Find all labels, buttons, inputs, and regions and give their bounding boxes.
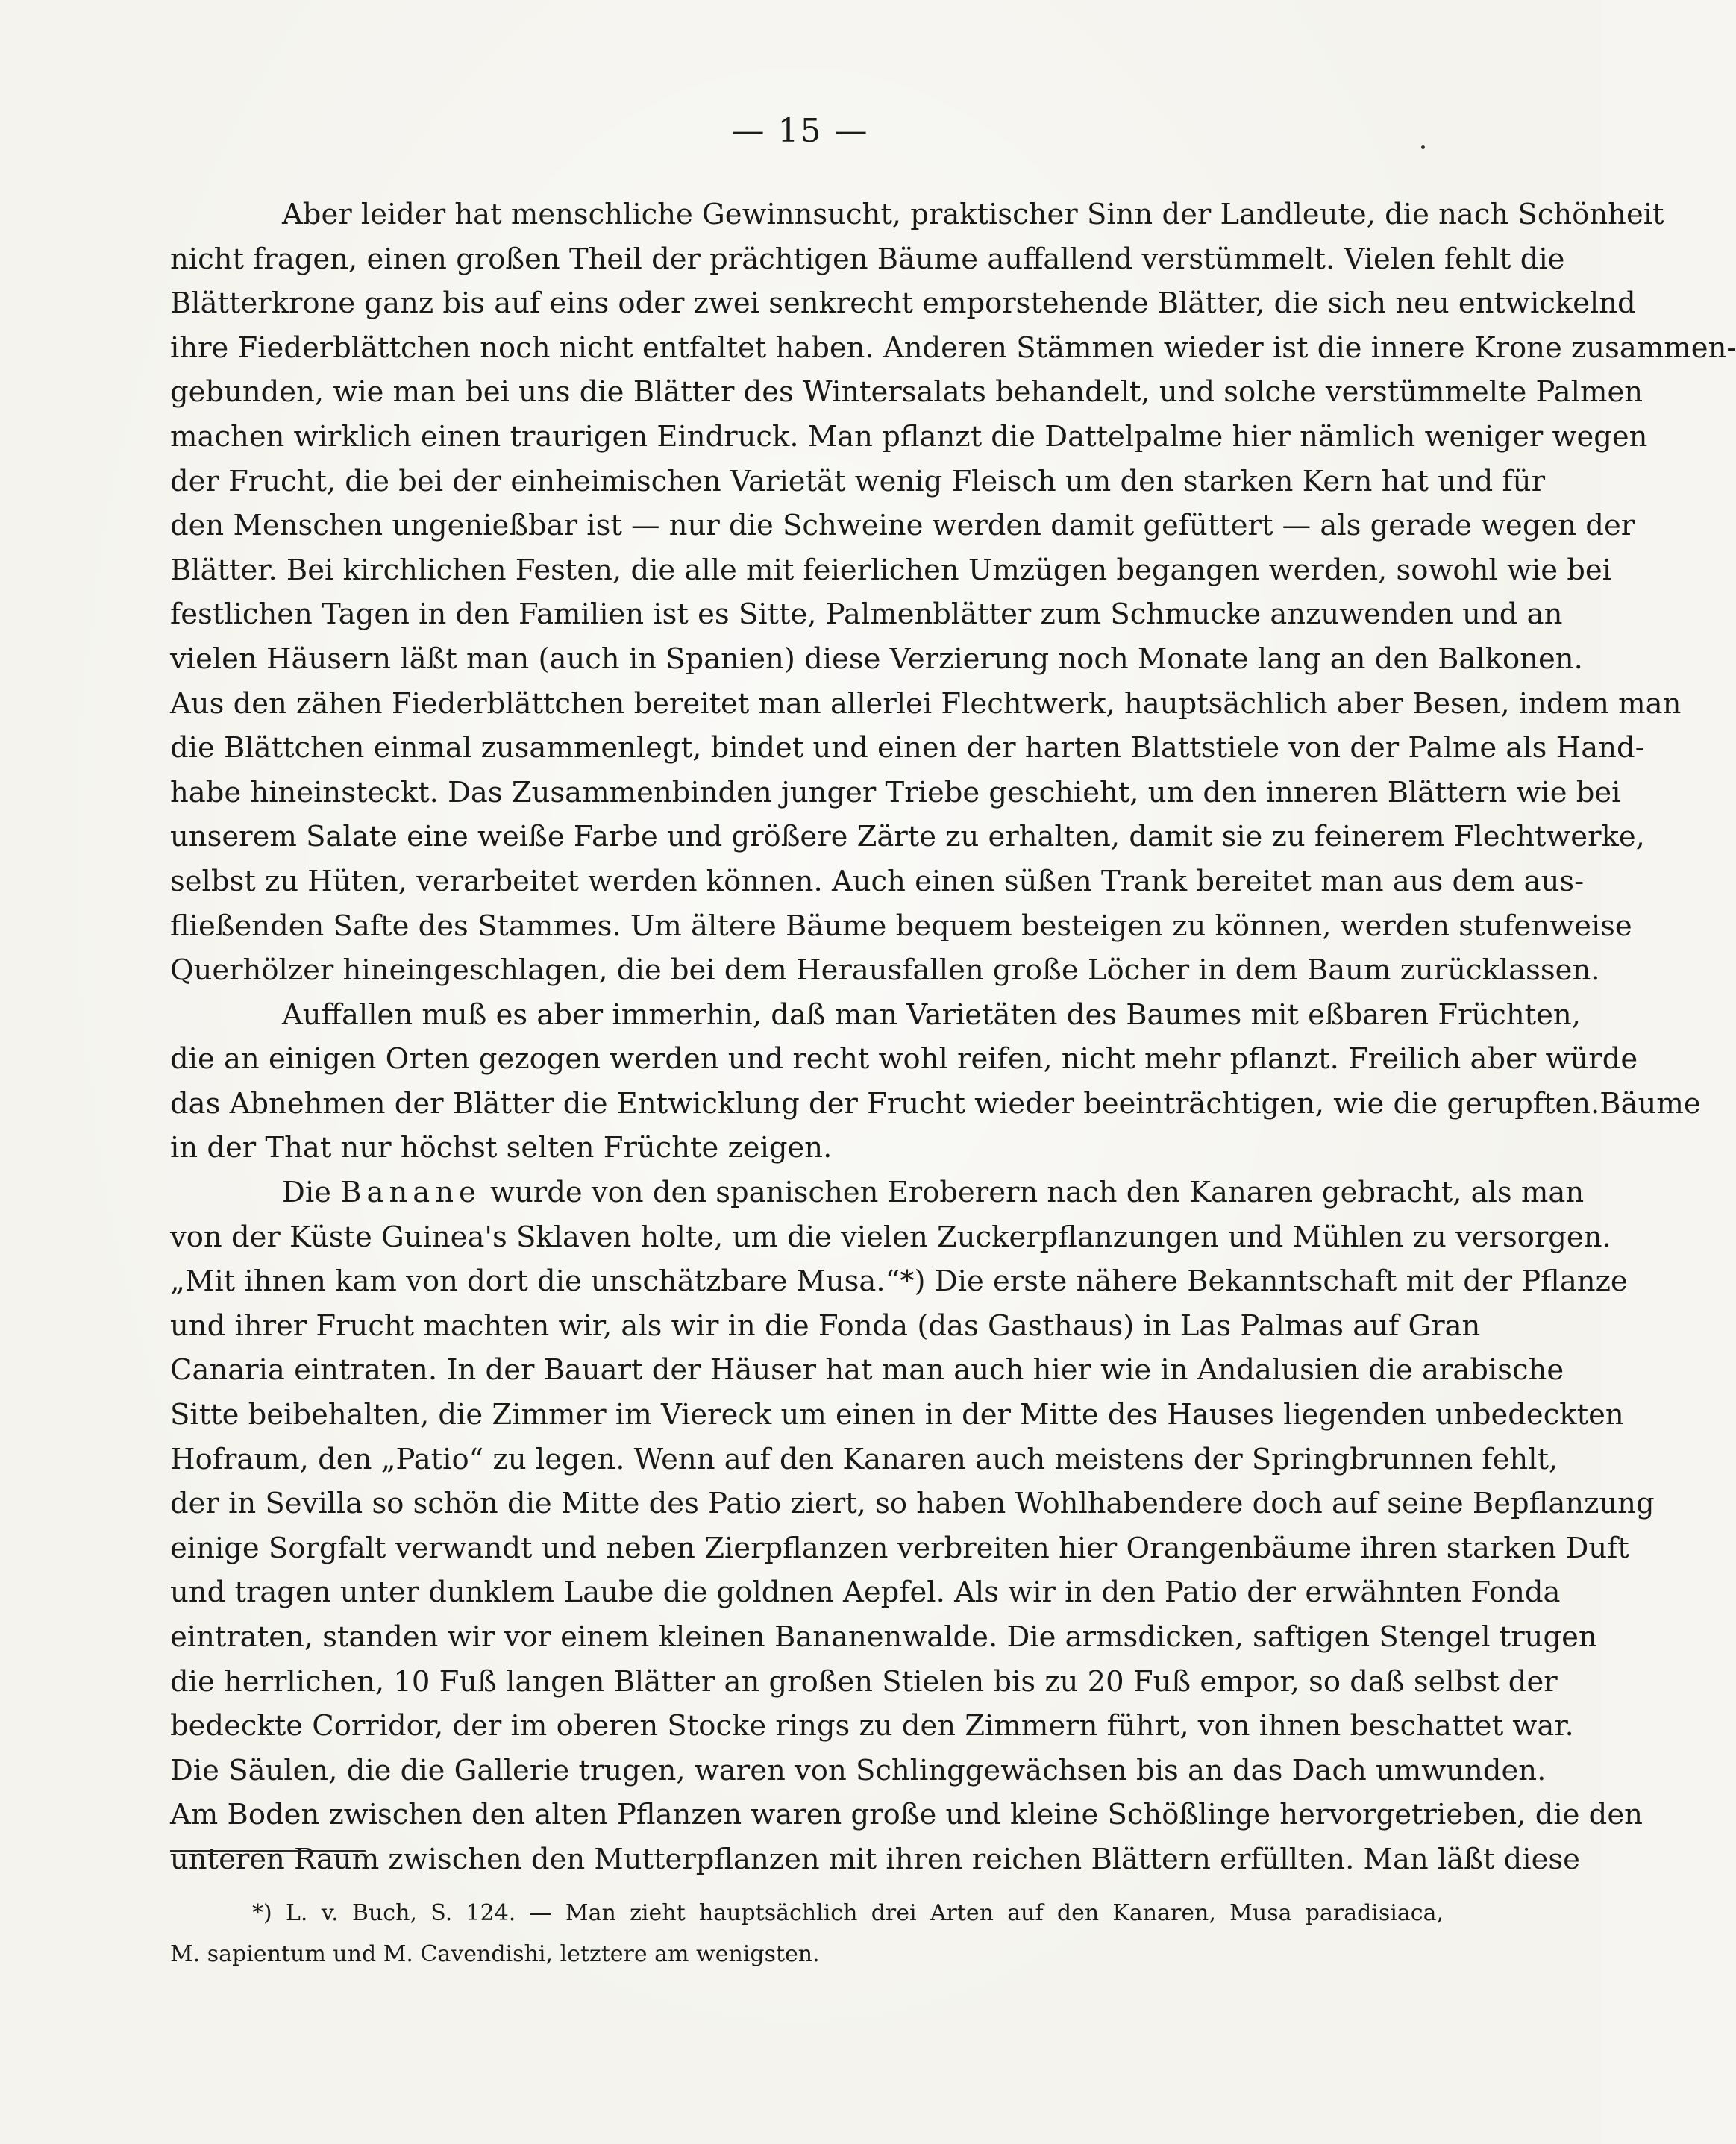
text-line: ihre Fiederblättchen noch nicht entfaltet haben. Anderen Stämmen wieder ist die innere Krone zusammen- <box>170 330 1736 365</box>
paragraph-date-palm-usage <box>170 192 1736 993</box>
text-line: die Blättchen einmal zusammenlegt, bindet und einen der harten Blattstiele von der Palme als Hand- <box>170 731 1645 765</box>
main-text <box>170 192 1736 1882</box>
text-line: die an einigen Orten gezogen werden und recht wohl reifen, nicht mehr pflanzt. Freilich aber würde <box>170 1042 1638 1076</box>
text-line: und tragen unter dunklem Laube die goldnen Aepfel. Als wir in den Patio der erwähnten Fonda <box>170 1576 1561 1610</box>
text-line: Auffallen muß es aber immerhin, daß man Varietäten des Baumes mit eßbaren Früchten, <box>282 997 1581 1032</box>
text-line: eintraten, standen wir vor einem kleinen Bananenwalde. Die armsdicken, saftigen Stengel trugen <box>170 1620 1597 1654</box>
text-line: Aber leider hat menschliche Gewinnsucht, praktischer Sinn der Landleute, die nach Schönheit <box>282 198 1664 231</box>
text-line: Canaria eintraten. In der Bauart der Häuser hat man auch hier wie in Andalusien die arabische <box>170 1353 1564 1388</box>
text-line: Querhölzer hineingeschlagen, die bei dem Herausfallen große Löcher in dem Baum zurücklassen. <box>170 953 1600 988</box>
first-line-rest: wurde von den spanischen Eroberern nach den Kanaren gebracht, als man <box>490 1176 1585 1210</box>
text-line: habe hineinsteckt. Das Zusammenbinden junger Triebe geschieht, um den inneren Blättern wie bei <box>170 775 1621 809</box>
text-line: machen wirklich einen traurigen Eindruck. Man pflanzt die Dattelpalme hier nämlich weniger wegen <box>170 419 1648 454</box>
text-line: Am Boden zwischen den alten Pflanzen waren große und kleine Schößlinge hervorgetrieben, die den <box>170 1798 1643 1832</box>
text-line: Sitte beibehalten, die Zimmer im Viereck um einen in der Mitte des Hauses liegenden unbedeckten <box>170 1398 1624 1432</box>
text-line: Blätter. Bei kirchlichen Festen, die alle mit feierlichen Umzügen begangen werden, sowohl wie bei <box>170 553 1611 587</box>
text-line <box>170 1170 1585 1215</box>
page-number: — 15 — <box>731 112 869 150</box>
text-line: das Abnehmen der Blätter die Entwicklung der Frucht wieder beeinträchtigen, wie die gerupften.Bäume <box>170 1086 1701 1120</box>
footnote-line: *) L. v. Buch, S. 124. — Man zieht hauptsächlich drei Arten auf den Kanaren, Musa paradisiaca, <box>252 1900 1444 1926</box>
text-line: den Menschen ungenießbar ist — nur die Schweine werden damit gefüttert — als gerade wegen der <box>170 509 1635 543</box>
text-line: der in Sevilla so schön die Mitte des Patio ziert, so haben Wohlhabendere doch auf seine Bepflanzung <box>170 1487 1655 1521</box>
text-line: die herrlichen, 10 Fuß langen Blätter an großen Stielen bis zu 20 Fuß empor, so daß selbst der <box>170 1664 1558 1699</box>
text-line: bedeckte Corridor, der im oberen Stocke rings zu den Zimmern führt, von ihnen beschattet war. <box>170 1709 1574 1743</box>
text-line: festlichen Tagen in den Familien ist es Sitte, Palmenblätter zum Schmucke anzuwenden und an <box>170 598 1563 632</box>
text-line: gebunden, wie man bei uns die Blätter des Wintersalats behandelt, und solche verstümmelte Palmen <box>170 375 1643 410</box>
print-speck <box>1421 145 1425 149</box>
text-line: Blätterkrone ganz bis auf eins oder zwei senkrecht emporstehende Blätter, die sich neu entwickelnd <box>170 286 1636 321</box>
text-line: in der That nur höchst selten Früchte zeigen. <box>170 1131 833 1165</box>
text-line: „Mit ihnen kam von dort die unschätzbare Musa.“*) Die erste nähere Bekanntschaft mit der Pflanze <box>170 1264 1628 1299</box>
paragraph-first-word: Die <box>282 1176 331 1210</box>
footnote-line: M. sapientum und M. Cavendishi, letztere am wenigsten. <box>170 1941 820 1967</box>
text-line: Aus den zähen Fiederblättchen bereitet man allerlei Flechtwerk, hauptsächlich aber Besen, indem man <box>170 686 1682 721</box>
text-line: nicht fragen, einen großen Theil der prächtigen Bäume auffallend verstümmelt. Vielen fehlt die <box>170 242 1565 276</box>
text-line: fließenden Safte des Stammes. Um ältere Bäume bequem besteigen zu können, werden stufenweise <box>170 909 1632 943</box>
text-line: einige Sorgfalt verwandt und neben Zierpflanzen verbreiten hier Orangenbäume ihren starken Duft <box>170 1531 1629 1565</box>
text-line: Die Säulen, die die Gallerie trugen, waren von Schlinggewächsen bis an das Dach umwunden. <box>170 1753 1547 1787</box>
text-line: von der Küste Guinea's Sklaven holte, um die vielen Zuckerpflanzungen und Mühlen zu versorgen. <box>170 1220 1611 1254</box>
text-line: und ihrer Frucht machten wir, als wir in die Fonda (das Gasthaus) in Las Palmas auf Gran <box>170 1308 1481 1343</box>
text-line: unteren Raum zwischen den Mutterpflanzen mit ihren reichen Blättern erfüllten. Man läßt diese <box>170 1842 1580 1876</box>
footnote-separator <box>170 1850 366 1852</box>
text-line: Hofraum, den „Patio“ zu legen. Wenn auf den Kanaren auch meistens der Springbrunnen fehlt, <box>170 1442 1558 1476</box>
text-line: der Frucht, die bei der einheimischen Varietät wenig Fleisch um den starken Kern hat und für <box>170 464 1545 498</box>
paragraph-banana <box>170 1170 1655 1882</box>
paragraph-edible-varieties <box>170 993 1701 1170</box>
emphasized-word-banane: Banane <box>340 1176 481 1210</box>
footnote <box>170 1893 1444 1975</box>
text-line: unserem Salate eine weiße Farbe und größere Zärte zu erhalten, damit sie zu feinerem Flechtwerke, <box>170 820 1645 854</box>
text-line: selbst zu Hüten, verarbeitet werden können. Auch einen süßen Trank bereitet man aus dem aus- <box>170 864 1585 898</box>
text-line: vielen Häusern läßt man (auch in Spanien) diese Verzierung noch Monate lang an den Balkonen. <box>170 642 1583 676</box>
